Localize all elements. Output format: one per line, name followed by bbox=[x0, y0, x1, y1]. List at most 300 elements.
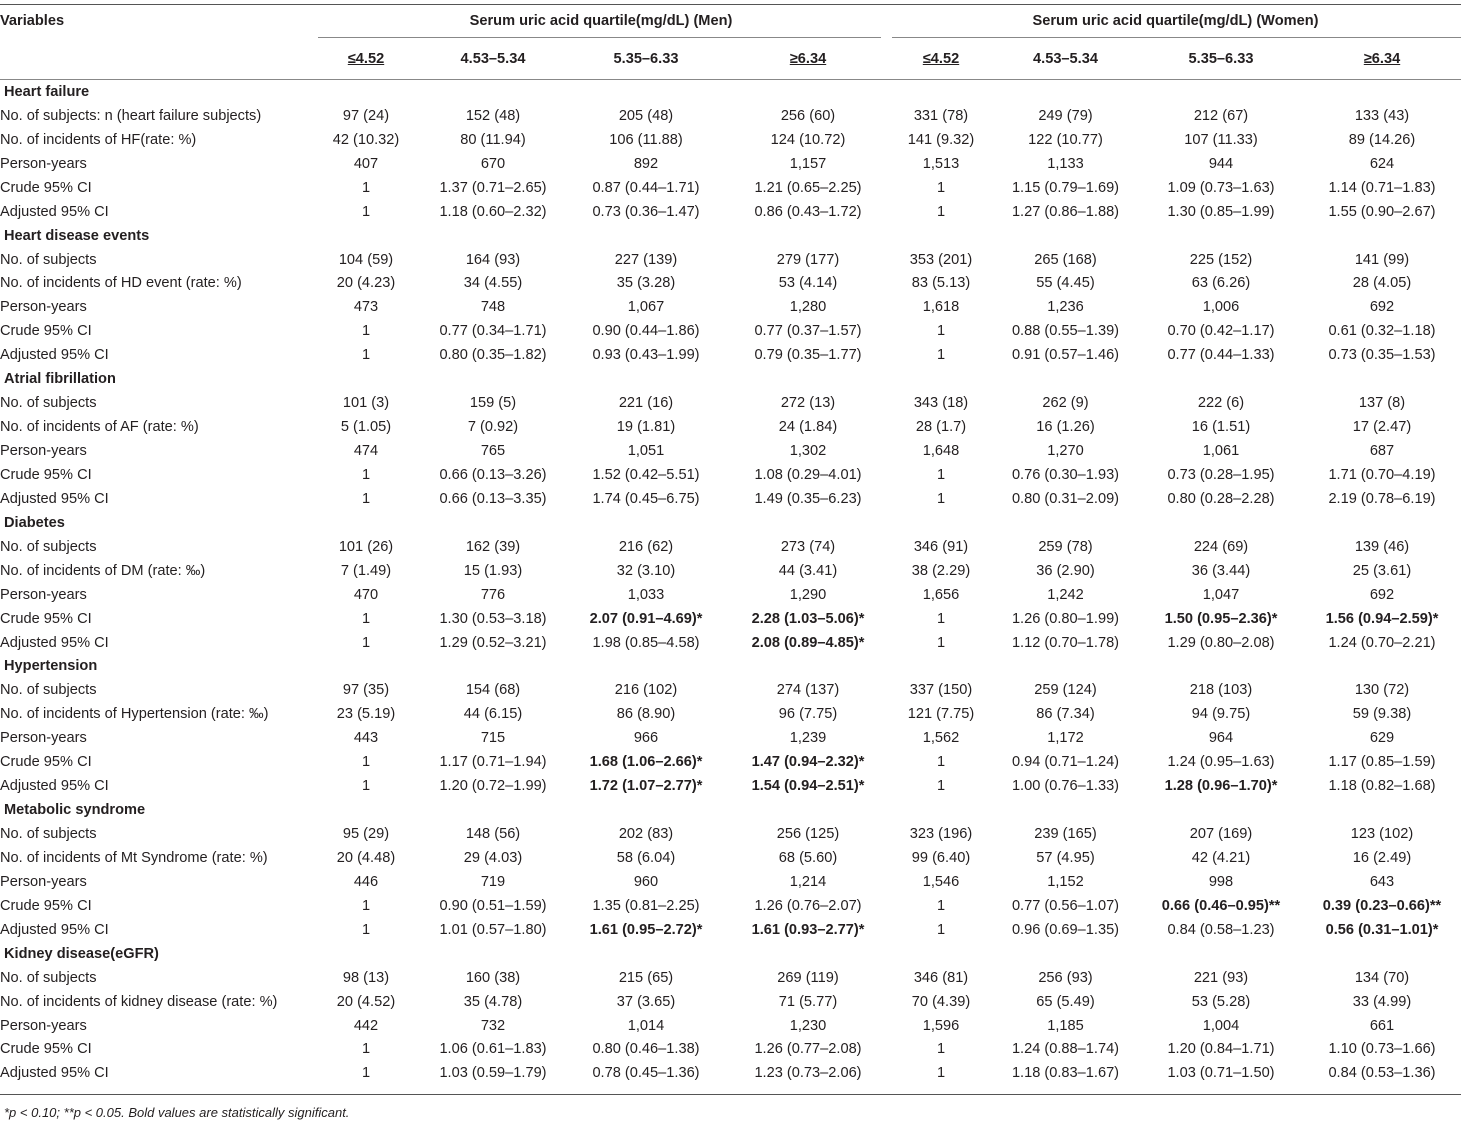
men-group-rule bbox=[318, 37, 881, 38]
header-rule bbox=[0, 79, 1461, 80]
table-cell: 154 (68) bbox=[465, 682, 521, 699]
table-cell: 106 (11.88) bbox=[609, 131, 683, 148]
table-cell: 1.06 (0.61–1.83) bbox=[439, 1041, 547, 1058]
table-cell: 2.07 (0.91–4.69)* bbox=[589, 610, 703, 627]
table-cell: 1,214 bbox=[789, 873, 827, 890]
table-cell: 1,047 bbox=[1202, 586, 1240, 603]
table-cell: 1.54 (0.94–2.51)* bbox=[751, 778, 865, 795]
section-header-row bbox=[0, 511, 1461, 535]
table-cell: 1.35 (0.81–2.25) bbox=[592, 897, 700, 914]
table-cell: 28 (1.7) bbox=[915, 419, 967, 436]
header-row-groups bbox=[0, 0, 1461, 38]
table-cell: 33 (4.99) bbox=[1352, 993, 1412, 1010]
table-cell: 160 (38) bbox=[465, 969, 521, 986]
table-cell: 1.24 (0.95–1.63) bbox=[1167, 754, 1275, 771]
variables-header: Variables bbox=[0, 13, 65, 29]
table-cell: 0.39 (0.23–0.66)** bbox=[1322, 897, 1442, 914]
row-label: Person-years bbox=[0, 586, 87, 603]
row-label: No. of subjects: n (heart failure subjects) bbox=[0, 107, 262, 124]
table-cell: 58 (6.04) bbox=[616, 849, 676, 866]
row-label: Person-years bbox=[0, 1017, 87, 1034]
table-cell: 776 bbox=[480, 586, 506, 603]
table-cell: 1 bbox=[936, 203, 946, 220]
women-quartile-3-header: 5.35–6.33 bbox=[1188, 51, 1254, 67]
row-label: Crude 95% CI bbox=[0, 610, 92, 627]
row-label: No. of incidents of DM (rate: ‰) bbox=[0, 562, 206, 579]
table-row bbox=[0, 894, 1461, 918]
table-cell: 42 (4.21) bbox=[1191, 849, 1251, 866]
table-cell: 966 bbox=[633, 730, 659, 747]
table-cell: 259 (78) bbox=[1038, 538, 1093, 555]
table-cell: 0.77 (0.56–1.07) bbox=[1011, 897, 1120, 914]
table-cell: 0.61 (0.32–1.18) bbox=[1328, 323, 1436, 340]
section-title: Atrial fibrillation bbox=[4, 371, 116, 388]
row-label: No. of subjects bbox=[0, 969, 97, 986]
table-cell: 1.18 (0.60–2.32) bbox=[439, 203, 547, 220]
table-row bbox=[0, 559, 1461, 583]
bottom-rule bbox=[0, 1094, 1461, 1095]
table-cell: 446 bbox=[353, 873, 379, 890]
table-cell: 1 bbox=[361, 610, 371, 627]
table-cell: 323 (196) bbox=[909, 826, 973, 843]
row-label: Adjusted 95% CI bbox=[0, 490, 109, 507]
table-cell: 629 bbox=[1369, 730, 1395, 747]
row-label: No. of incidents of HD event (rate: %) bbox=[0, 275, 242, 292]
table-cell: 687 bbox=[1369, 443, 1395, 460]
table-cell: 17 (2.47) bbox=[1352, 419, 1412, 436]
table-cell: 28 (4.05) bbox=[1352, 275, 1412, 292]
row-label: No. of subjects bbox=[0, 538, 97, 555]
table-cell: 964 bbox=[1208, 730, 1234, 747]
table-cell: 0.70 (0.42–1.17) bbox=[1167, 323, 1275, 340]
men-quartile-2-header: 4.53–5.34 bbox=[460, 51, 526, 67]
table-cell: 53 (4.14) bbox=[778, 275, 838, 292]
table-cell: 1 bbox=[361, 921, 371, 938]
table-cell: 107 (11.33) bbox=[1184, 131, 1258, 148]
table-cell: 715 bbox=[480, 730, 506, 747]
table-cell: 164 (93) bbox=[465, 251, 521, 268]
table-cell: 57 (4.95) bbox=[1036, 849, 1095, 866]
table-cell: 68 (5.60) bbox=[778, 849, 838, 866]
table-cell: 1,270 bbox=[1047, 443, 1084, 460]
table-cell: 25 (3.61) bbox=[1352, 562, 1412, 579]
table-row bbox=[0, 1061, 1461, 1085]
section-title: Heart disease events bbox=[4, 227, 150, 244]
row-label: No. of subjects bbox=[0, 251, 97, 268]
table-cell: 0.66 (0.46–0.95)** bbox=[1161, 897, 1281, 914]
table-cell: 2.08 (0.89–4.85)* bbox=[751, 634, 865, 651]
table-cell: 473 bbox=[353, 299, 379, 316]
table-cell: 98 (13) bbox=[342, 969, 390, 986]
table-cell: 141 (9.32) bbox=[907, 131, 975, 148]
table-cell: 1.72 (1.07–2.77)* bbox=[589, 778, 703, 795]
row-label: Crude 95% CI bbox=[0, 897, 92, 914]
table-cell: 1.30 (0.85–1.99) bbox=[1167, 203, 1275, 220]
table-cell: 89 (14.26) bbox=[1348, 131, 1416, 148]
row-label: Adjusted 95% CI bbox=[0, 921, 109, 938]
women-quartile-2-header: 4.53–5.34 bbox=[1033, 51, 1098, 67]
table-cell: 474 bbox=[353, 443, 379, 460]
table-cell: 279 (177) bbox=[776, 251, 840, 268]
section-header-row bbox=[0, 224, 1461, 248]
empty-header-cell bbox=[0, 38, 312, 80]
table-cell: 1.23 (0.73–2.06) bbox=[754, 1065, 862, 1082]
table-cell: 661 bbox=[1369, 1017, 1395, 1034]
table-cell: 1,157 bbox=[789, 155, 827, 172]
table-cell: 0.56 (0.31–1.01)* bbox=[1325, 921, 1439, 938]
table-cell: 24 (1.84) bbox=[778, 419, 838, 436]
table-cell: 1 bbox=[361, 754, 371, 771]
table-cell: 44 (3.41) bbox=[778, 562, 838, 579]
table-cell: 1.61 (0.93–2.77)* bbox=[751, 921, 865, 938]
table-cell: 0.80 (0.35–1.82) bbox=[439, 347, 547, 364]
table-row bbox=[0, 631, 1461, 655]
table-cell: 331 (78) bbox=[913, 107, 969, 124]
table-cell: 15 (1.93) bbox=[463, 562, 523, 579]
table-cell: 55 (4.45) bbox=[1036, 275, 1095, 292]
row-label: Crude 95% CI bbox=[0, 466, 92, 483]
table-cell: 960 bbox=[633, 873, 659, 890]
table-cell: 1 bbox=[361, 347, 371, 364]
table-cell: 732 bbox=[480, 1017, 506, 1034]
table-cell: 1.26 (0.77–2.08) bbox=[754, 1041, 862, 1058]
table-cell: 0.80 (0.31–2.09) bbox=[1011, 490, 1120, 507]
section-header-row bbox=[0, 80, 1461, 104]
table-cell: 272 (13) bbox=[780, 395, 836, 412]
table-cell: 37 (3.65) bbox=[616, 993, 676, 1010]
row-label: No. of subjects bbox=[0, 395, 97, 412]
table-cell: 205 (48) bbox=[618, 107, 674, 124]
row-label: Crude 95% CI bbox=[0, 754, 92, 771]
table-row bbox=[0, 128, 1461, 152]
table-row bbox=[0, 678, 1461, 702]
table-cell: 273 (74) bbox=[780, 538, 836, 555]
women-group-header bbox=[890, 0, 1461, 38]
section-title: Heart failure bbox=[4, 83, 90, 100]
table-cell: 1,596 bbox=[922, 1017, 960, 1034]
table-cell: 32 (3.10) bbox=[616, 562, 676, 579]
table-cell: 80 (11.94) bbox=[460, 131, 526, 148]
table-cell: 218 (103) bbox=[1189, 682, 1253, 699]
table-cell: 1.28 (0.96–1.70)* bbox=[1164, 778, 1278, 795]
table-cell: 35 (4.78) bbox=[463, 993, 523, 1010]
table-cell: 212 (67) bbox=[1193, 107, 1249, 124]
table-cell: 1.10 (0.73–1.66) bbox=[1328, 1041, 1436, 1058]
row-label: Adjusted 95% CI bbox=[0, 778, 109, 795]
table-cell: 0.76 (0.30–1.93) bbox=[1011, 466, 1120, 483]
table-cell: 19 (1.81) bbox=[616, 419, 676, 436]
table-cell: 256 (93) bbox=[1038, 969, 1093, 986]
row-label: No. of incidents of AF (rate: %) bbox=[0, 419, 199, 436]
table-cell: 0.80 (0.28–2.28) bbox=[1167, 490, 1275, 507]
table-cell: 65 (5.49) bbox=[1036, 993, 1095, 1010]
table-cell: 1.24 (0.88–1.74) bbox=[1011, 1041, 1120, 1058]
row-label: Adjusted 95% CI bbox=[0, 347, 109, 364]
row-label: No. of subjects bbox=[0, 682, 97, 699]
table-cell: 0.66 (0.13–3.35) bbox=[439, 490, 547, 507]
table-cell: 1 bbox=[936, 490, 946, 507]
table-cell: 1,562 bbox=[922, 730, 960, 747]
table-cell: 1.03 (0.71–1.50) bbox=[1167, 1065, 1275, 1082]
table-cell: 70 (4.39) bbox=[911, 993, 971, 1010]
table-cell: 1.17 (0.71–1.94) bbox=[439, 754, 547, 771]
table-cell: 1,014 bbox=[627, 1017, 665, 1034]
table-cell: 0.93 (0.43–1.99) bbox=[592, 347, 700, 364]
table-cell: 35 (3.28) bbox=[616, 275, 676, 292]
table-row bbox=[0, 726, 1461, 750]
table-row bbox=[0, 870, 1461, 894]
table-cell: 1 bbox=[936, 179, 946, 196]
table-cell: 1 bbox=[936, 778, 946, 795]
table-cell: 0.88 (0.55–1.39) bbox=[1011, 323, 1120, 340]
row-label: No. of incidents of Mt Syndrome (rate: %) bbox=[0, 849, 268, 866]
table-cell: 0.77 (0.44–1.33) bbox=[1167, 347, 1275, 364]
table-cell: 1,290 bbox=[789, 586, 827, 603]
table-cell: 944 bbox=[1208, 155, 1234, 172]
table-cell: 1,280 bbox=[789, 299, 827, 316]
table-cell: 1.21 (0.65–2.25) bbox=[754, 179, 862, 196]
row-label: Person-years bbox=[0, 730, 87, 747]
table-cell: 86 (7.34) bbox=[1036, 706, 1095, 723]
table-row bbox=[0, 200, 1461, 224]
table-cell: 139 (46) bbox=[1354, 538, 1410, 555]
table-cell: 1.52 (0.42–5.51) bbox=[592, 466, 700, 483]
table-cell: 0.73 (0.28–1.95) bbox=[1167, 466, 1275, 483]
table-cell: 101 (26) bbox=[338, 538, 394, 555]
table-cell: 624 bbox=[1369, 155, 1395, 172]
table-cell: 1.15 (0.79–1.69) bbox=[1011, 179, 1120, 196]
footnote: *p < 0.10; **p < 0.05. Bold values are statistically significant. bbox=[4, 1105, 350, 1120]
table-cell: 207 (169) bbox=[1189, 826, 1253, 843]
table-cell: 1.24 (0.70–2.21) bbox=[1328, 634, 1436, 651]
table-cell: 643 bbox=[1369, 873, 1395, 890]
table-cell: 1.03 (0.59–1.79) bbox=[439, 1065, 547, 1082]
table-cell: 0.66 (0.13–3.26) bbox=[439, 466, 547, 483]
table-row bbox=[0, 463, 1461, 487]
table-cell: 1,618 bbox=[922, 299, 960, 316]
table-cell: 0.94 (0.71–1.24) bbox=[1011, 754, 1120, 771]
table-cell: 1,242 bbox=[1047, 586, 1084, 603]
row-label: No. of incidents of kidney disease (rate: %) bbox=[0, 993, 278, 1010]
table-cell: 407 bbox=[353, 155, 379, 172]
table-cell: 0.73 (0.35–1.53) bbox=[1328, 347, 1436, 364]
table-cell: 1 bbox=[361, 490, 371, 507]
table-cell: 94 (9.75) bbox=[1191, 706, 1251, 723]
table-cell: 97 (24) bbox=[342, 107, 390, 124]
table-cell: 7 (0.92) bbox=[467, 419, 519, 436]
table-cell: 1.74 (0.45–6.75) bbox=[592, 490, 700, 507]
row-label: Person-years bbox=[0, 299, 87, 316]
table-cell: 1.47 (0.94–2.32)* bbox=[751, 754, 865, 771]
women-quartile-4-header: ≥6.34 bbox=[1363, 51, 1401, 67]
table-cell: 130 (72) bbox=[1354, 682, 1410, 699]
row-label: Crude 95% CI bbox=[0, 179, 92, 196]
table-row bbox=[0, 702, 1461, 726]
table-row bbox=[0, 319, 1461, 343]
table-cell: 1 bbox=[936, 897, 946, 914]
table-cell: 265 (168) bbox=[1034, 251, 1097, 268]
table-row bbox=[0, 343, 1461, 367]
table-cell: 748 bbox=[480, 299, 506, 316]
table-row bbox=[0, 415, 1461, 439]
table-cell: 216 (62) bbox=[618, 538, 674, 555]
table-row bbox=[0, 990, 1461, 1014]
table-cell: 162 (39) bbox=[465, 538, 521, 555]
table-cell: 95 (29) bbox=[342, 826, 390, 843]
table-cell: 274 (137) bbox=[776, 682, 840, 699]
table-cell: 29 (4.03) bbox=[463, 849, 523, 866]
table-cell: 16 (1.51) bbox=[1191, 419, 1251, 436]
table-cell: 16 (2.49) bbox=[1352, 849, 1412, 866]
table-cell: 1 bbox=[936, 610, 946, 627]
table-cell: 97 (35) bbox=[342, 682, 390, 699]
table-cell: 0.87 (0.44–1.71) bbox=[592, 179, 700, 196]
table-cell: 1,656 bbox=[922, 586, 960, 603]
row-label: No. of incidents of HF(rate: %) bbox=[0, 131, 197, 148]
men-group-label: Serum uric acid quartile(mg/dL) (Men) bbox=[469, 13, 733, 29]
table-cell: 0.90 (0.44–1.86) bbox=[592, 323, 700, 340]
table-cell: 20 (4.52) bbox=[336, 993, 396, 1010]
table-cell: 38 (2.29) bbox=[911, 562, 971, 579]
women-group-label: Serum uric acid quartile(mg/dL) (Women) bbox=[1032, 13, 1319, 29]
table-cell: 442 bbox=[353, 1017, 379, 1034]
table-cell: 20 (4.23) bbox=[336, 275, 396, 292]
table-cell: 1 bbox=[361, 466, 371, 483]
table-cell: 0.96 (0.69–1.35) bbox=[1011, 921, 1120, 938]
table-cell: 1.17 (0.85–1.59) bbox=[1328, 754, 1436, 771]
table-cell: 101 (3) bbox=[342, 395, 390, 412]
table-cell: 0.73 (0.36–1.47) bbox=[592, 203, 700, 220]
table-cell: 692 bbox=[1369, 299, 1395, 316]
table-cell: 1 bbox=[361, 1065, 371, 1082]
table-cell: 23 (5.19) bbox=[336, 706, 396, 723]
row-label: Person-years bbox=[0, 443, 87, 460]
table-cell: 269 (119) bbox=[777, 969, 839, 986]
table-cell: 1.61 (0.95–2.72)* bbox=[589, 921, 703, 938]
table-cell: 222 (6) bbox=[1197, 395, 1245, 412]
table-cell: 159 (5) bbox=[469, 395, 517, 412]
table-row bbox=[0, 487, 1461, 511]
table-cell: 16 (1.26) bbox=[1036, 419, 1095, 436]
table-cell: 1.01 (0.57–1.80) bbox=[439, 921, 547, 938]
table-cell: 256 (60) bbox=[780, 107, 836, 124]
table-cell: 337 (150) bbox=[909, 682, 973, 699]
section-header-row bbox=[0, 942, 1461, 966]
table-cell: 1.29 (0.80–2.08) bbox=[1167, 634, 1275, 651]
row-label: Adjusted 95% CI bbox=[0, 1065, 109, 1082]
table-cell: 59 (9.38) bbox=[1352, 706, 1412, 723]
table-cell: 1.20 (0.84–1.71) bbox=[1167, 1041, 1275, 1058]
table-cell: 1.18 (0.83–1.67) bbox=[1011, 1065, 1120, 1082]
section-title: Metabolic syndrome bbox=[4, 802, 146, 819]
table-row bbox=[0, 966, 1461, 990]
table-cell: 239 (165) bbox=[1034, 826, 1097, 843]
table-cell: 892 bbox=[633, 155, 659, 172]
table-cell: 1 bbox=[936, 921, 946, 938]
table-cell: 1,133 bbox=[1047, 155, 1084, 172]
table-cell: 343 (18) bbox=[913, 395, 969, 412]
table-cell: 36 (3.44) bbox=[1191, 562, 1251, 579]
table-cell: 1.49 (0.35–6.23) bbox=[754, 490, 862, 507]
table-cell: 1,172 bbox=[1047, 730, 1084, 747]
table-cell: 1.56 (0.94–2.59)* bbox=[1325, 610, 1439, 627]
table-cell: 1 bbox=[936, 466, 946, 483]
table-cell: 262 (9) bbox=[1042, 395, 1089, 412]
table-row bbox=[0, 1038, 1461, 1062]
table-cell: 346 (91) bbox=[913, 538, 969, 555]
table-cell: 63 (6.26) bbox=[1191, 275, 1251, 292]
table-cell: 99 (6.40) bbox=[911, 849, 971, 866]
table-cell: 1,152 bbox=[1047, 873, 1084, 890]
table-cell: 0.86 (0.43–1.72) bbox=[754, 203, 862, 220]
table-cell: 7 (1.49) bbox=[340, 562, 392, 579]
table-cell: 1.50 (0.95–2.36)* bbox=[1164, 610, 1278, 627]
table-row bbox=[0, 846, 1461, 870]
table-cell: 1 bbox=[361, 897, 371, 914]
table-cell: 1,236 bbox=[1047, 299, 1084, 316]
table-cell: 1.00 (0.76–1.33) bbox=[1011, 778, 1120, 795]
table-cell: 1 bbox=[361, 634, 371, 651]
table-cell: 1.68 (1.06–2.66)* bbox=[589, 754, 703, 771]
table-cell: 353 (201) bbox=[909, 251, 973, 268]
table-cell: 148 (56) bbox=[465, 826, 521, 843]
section-title: Hypertension bbox=[4, 658, 98, 675]
table-cell: 692 bbox=[1369, 586, 1395, 603]
table-cell: 133 (43) bbox=[1354, 107, 1410, 124]
table-cell: 134 (70) bbox=[1354, 969, 1410, 986]
table-cell: 0.91 (0.57–1.46) bbox=[1011, 347, 1120, 364]
table-row bbox=[0, 176, 1461, 200]
row-label: Crude 95% CI bbox=[0, 323, 92, 340]
table-body bbox=[0, 80, 1461, 1085]
table-cell: 443 bbox=[353, 730, 379, 747]
table-cell: 670 bbox=[480, 155, 506, 172]
row-label: Adjusted 95% CI bbox=[0, 203, 109, 220]
table-cell: 1.98 (0.85–4.58) bbox=[592, 634, 700, 651]
table-row bbox=[0, 104, 1461, 128]
row-label: Adjusted 95% CI bbox=[0, 634, 109, 651]
table-cell: 0.84 (0.53–1.36) bbox=[1328, 1065, 1436, 1082]
table-cell: 224 (69) bbox=[1193, 538, 1249, 555]
row-label: No. of subjects bbox=[0, 826, 97, 843]
table-cell: 1 bbox=[361, 203, 371, 220]
table-cell: 202 (83) bbox=[618, 826, 674, 843]
table-cell: 1 bbox=[936, 347, 946, 364]
table-cell: 5 (1.05) bbox=[340, 419, 392, 436]
table-cell: 470 bbox=[353, 586, 379, 603]
table-cell: 998 bbox=[1208, 873, 1234, 890]
table-cell: 221 (93) bbox=[1193, 969, 1249, 986]
table-cell: 141 (99) bbox=[1354, 251, 1410, 268]
table-cell: 1.30 (0.53–3.18) bbox=[439, 610, 547, 627]
table-cell: 1.29 (0.52–3.21) bbox=[439, 634, 547, 651]
table-cell: 1 bbox=[936, 754, 946, 771]
table-cell: 104 (59) bbox=[338, 251, 394, 268]
table-cell: 225 (152) bbox=[1189, 251, 1253, 268]
table-cell: 44 (6.15) bbox=[463, 706, 523, 723]
men-quartile-3-header: 5.35–6.33 bbox=[613, 51, 679, 67]
table-cell: 1.26 (0.76–2.07) bbox=[754, 897, 862, 914]
table-cell: 86 (8.90) bbox=[616, 706, 676, 723]
table-cell: 122 (10.77) bbox=[1028, 131, 1103, 148]
table-cell: 256 (125) bbox=[776, 826, 840, 843]
row-label: Person-years bbox=[0, 155, 87, 172]
table-cell: 1 bbox=[936, 323, 946, 340]
table-row bbox=[0, 152, 1461, 176]
table-cell: 1,033 bbox=[627, 586, 665, 603]
table-cell: 1,067 bbox=[627, 299, 665, 316]
men-quartile-1-header: ≤4.52 bbox=[347, 51, 385, 67]
